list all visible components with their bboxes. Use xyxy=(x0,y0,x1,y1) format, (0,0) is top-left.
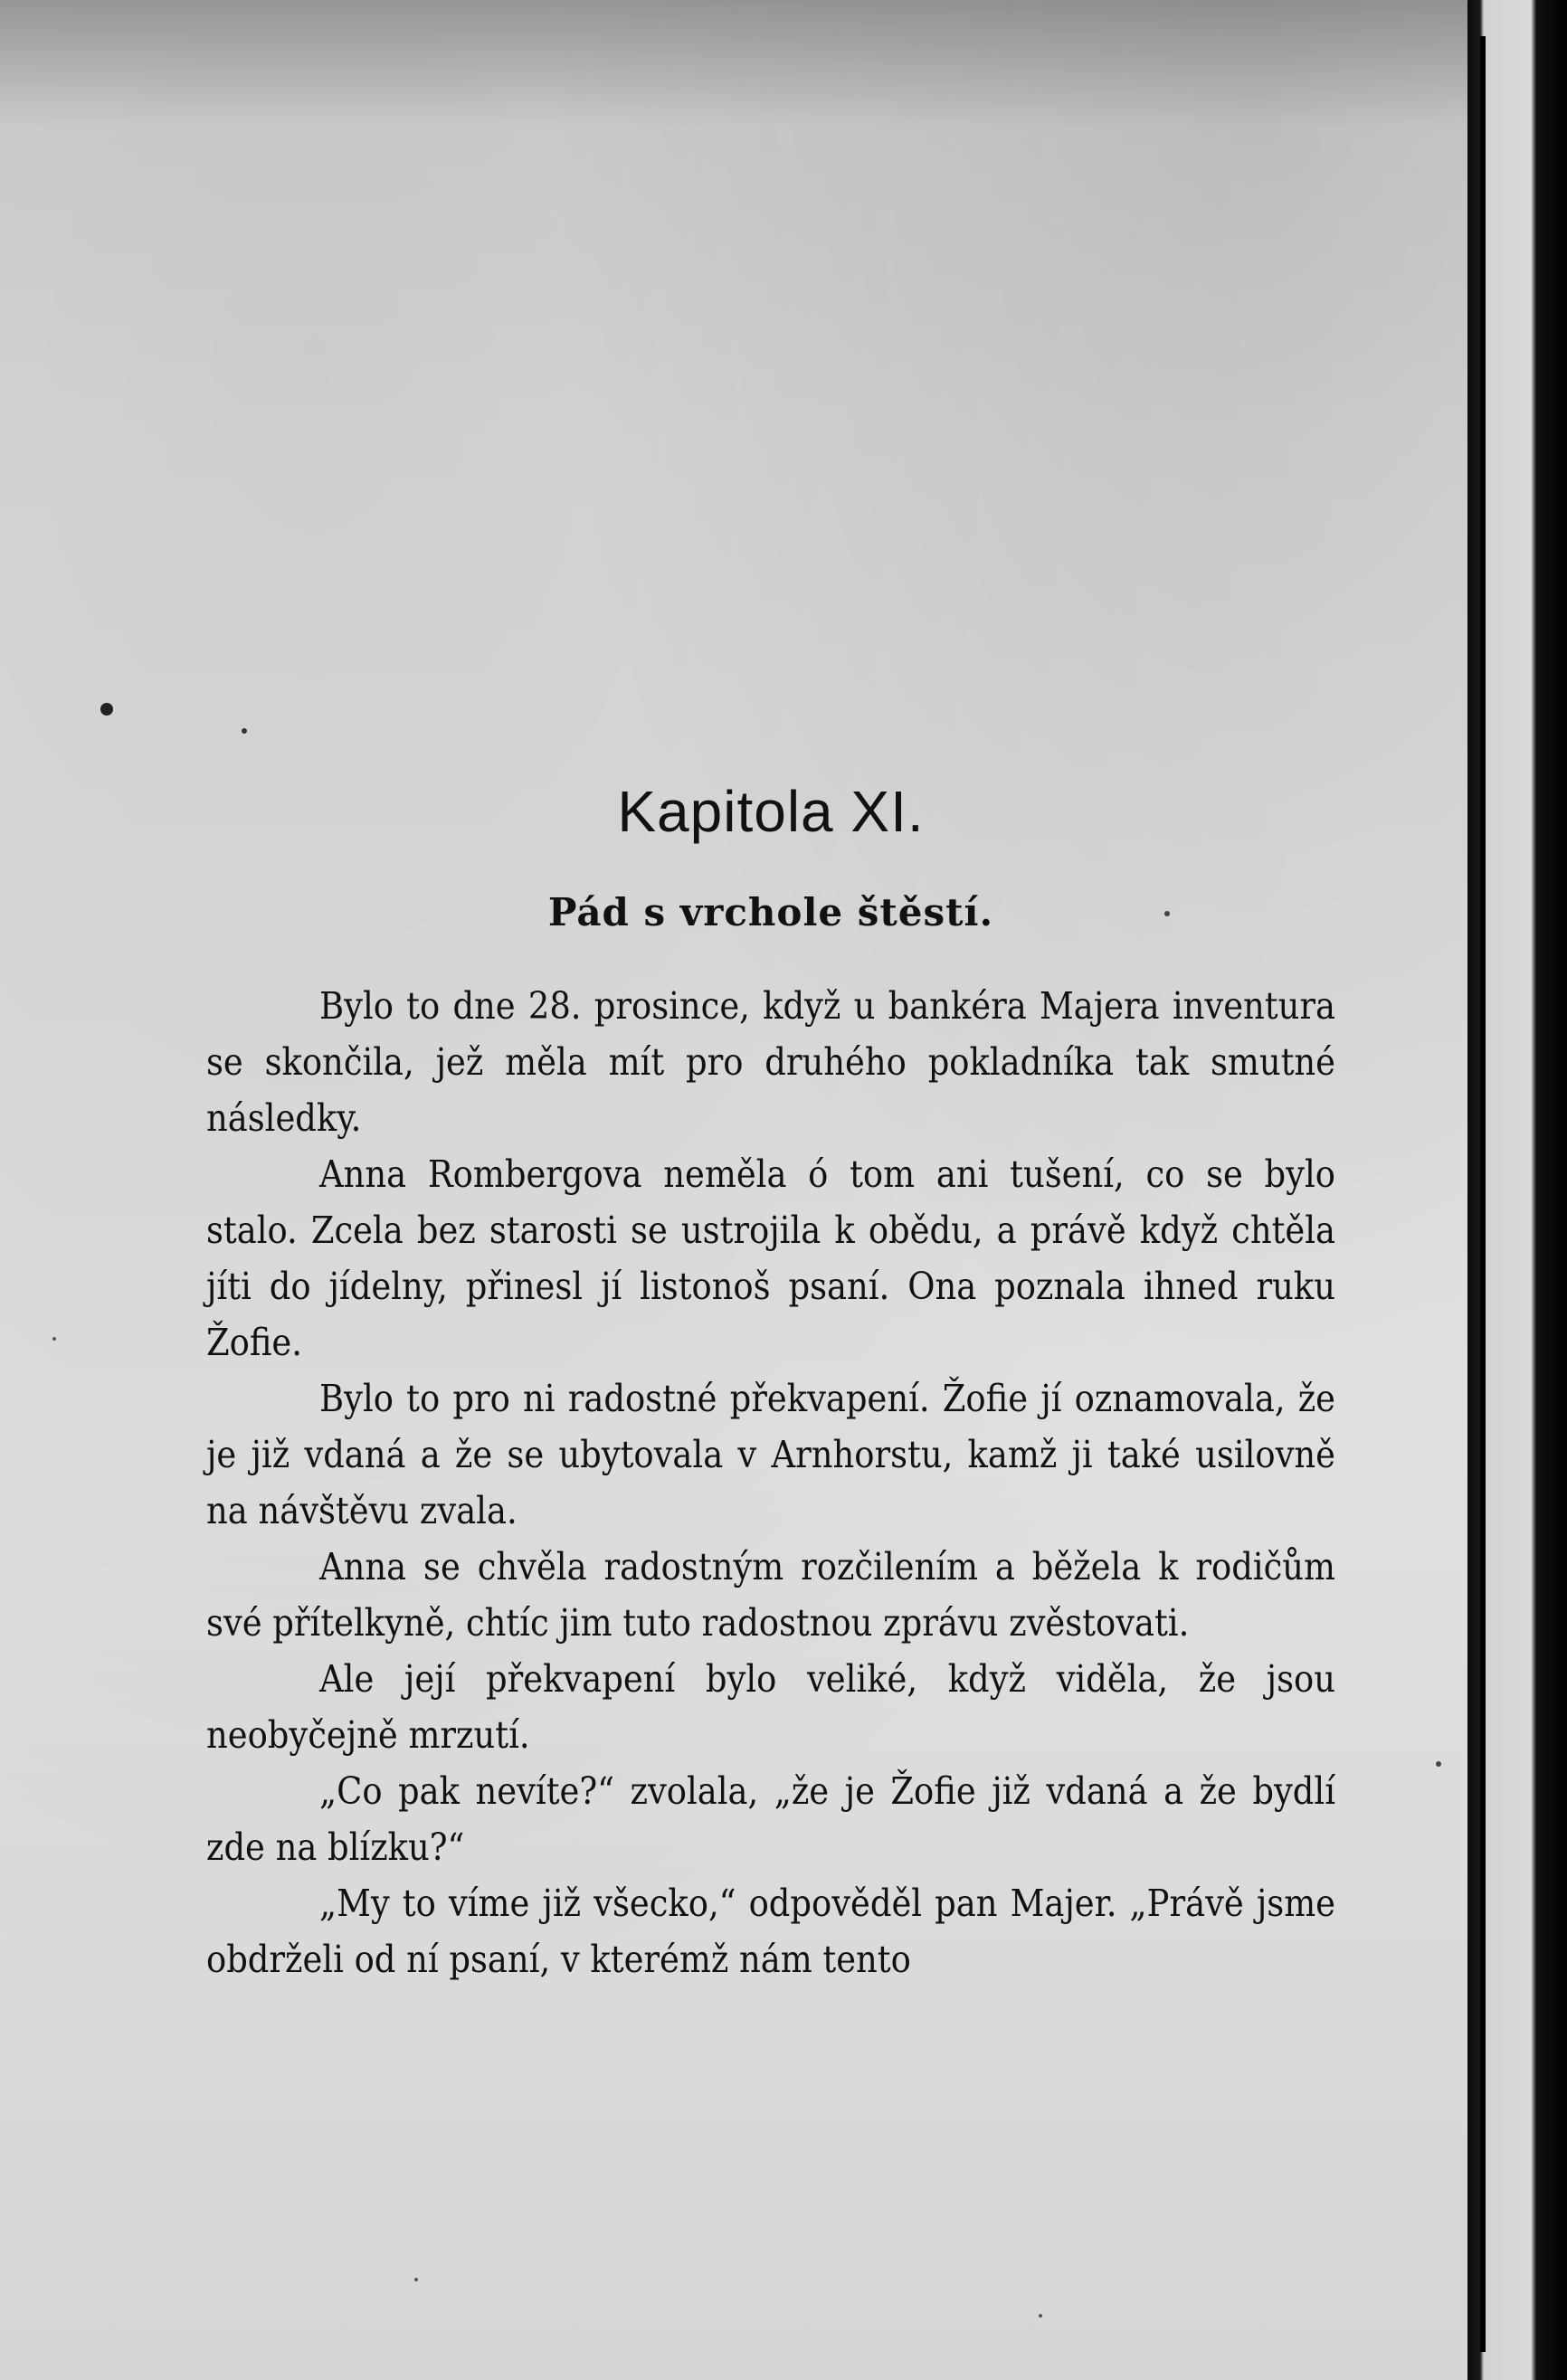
paragraph: Bylo to dne 28. prosince, když u bankéra Majera inventura se skončila, jež měla mít pro druhého pokladníka tak smutné následky. xyxy=(206,984,1335,1140)
paragraph: Anna se chvěla radostným rozčilením a běžela k rodičům své přítelkyně, chtíc jim tuto radostnou zprávu zvěstovati. xyxy=(206,1545,1335,1645)
chapter-subtitle: Pád s vrchole štěstí. xyxy=(547,890,994,934)
paragraph: Ale její překvapení bylo veliké, když viděla, že jsou neobyčejně mrzutí. xyxy=(206,1657,1335,1757)
page-shadow xyxy=(0,0,1467,127)
paragraph: Bylo to pro ni radostné překvapení. Žofie jí oznamovala, že je již vdaná a že se ubytovala v Arnhorstu, kamž ji také usilovně na návštěvu zvala. xyxy=(206,1377,1335,1532)
chapter-title: Kapitola XI. xyxy=(617,779,925,844)
spine-line xyxy=(1480,36,1486,2352)
paragraph: „My to víme již všecko,“ odpověděl pan Majer. „Právě jsme obdrželi od ní psaní, v kterémž nám tento xyxy=(206,1882,1335,1981)
page-content xyxy=(206,778,1335,1987)
paragraph: Anna Rombergova neměla ó tom ani tušení, co se bylo stalo. Zcela bez starosti se ustrojila k obědu, a právě když chtěla jíti do jídelny, přinesl jí listonoš psaní. Ona poznala ihned ruku Žofie. xyxy=(206,1152,1335,1364)
paragraph: „Co pak nevíte?“ zvolala, „že je Žofie již vdaná a že bydlí zde na blízku?“ xyxy=(206,1769,1335,1869)
